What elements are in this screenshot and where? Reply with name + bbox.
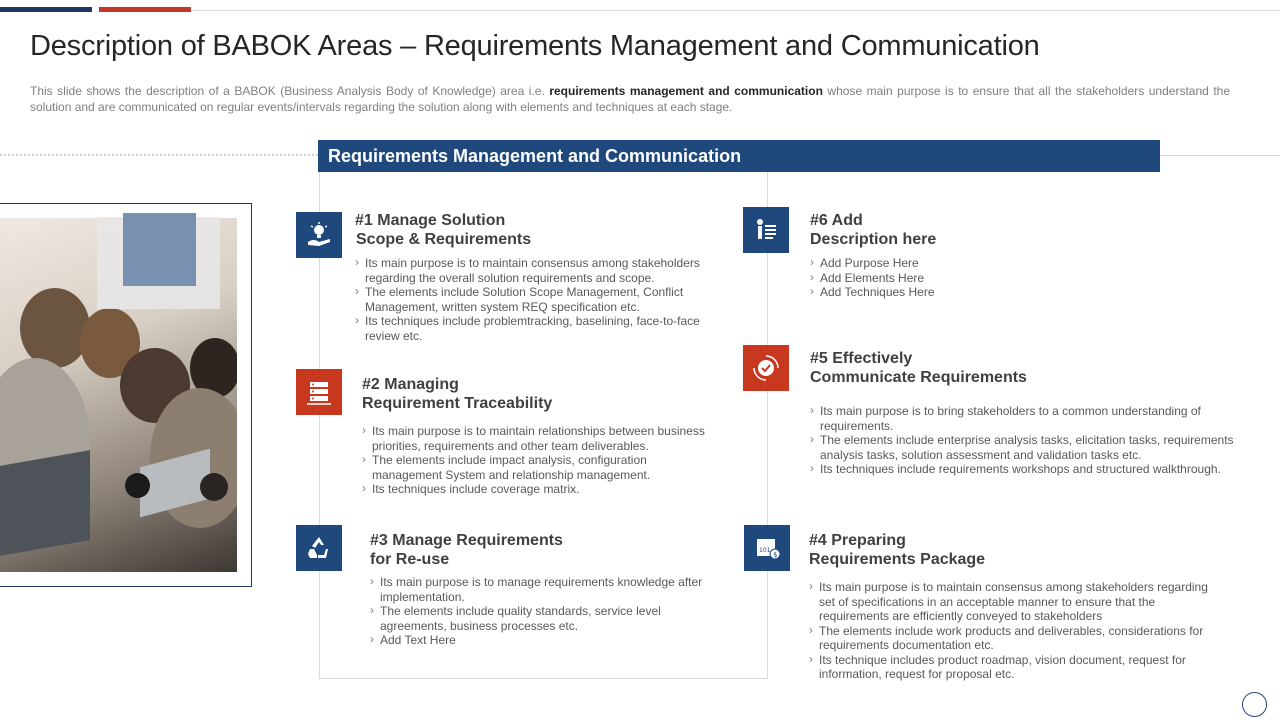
section-4-bullets [809, 580, 1209, 682]
svg-text:$: $ [773, 551, 778, 559]
right-divider [1160, 155, 1280, 156]
section-5-bullets [810, 404, 1240, 477]
top-accent-bar-navy [0, 7, 92, 12]
top-divider [191, 10, 1280, 11]
list-item: › Add Elements Here [810, 271, 1110, 286]
page-title: Description of BABOK Areas – Requirements Management and Communication [30, 30, 1040, 62]
svg-text:101: 101 [759, 547, 771, 554]
list-item: › Its techniques include problemtracking, baselining, face-to-face review etc. [355, 314, 710, 343]
section-2-heading: #2 Managing Requirement Traceability [362, 376, 553, 412]
package-money-icon [744, 525, 790, 571]
list-item: › The elements include Solution Scope Management, Conflict Management, written system REQ specification etc. [355, 285, 710, 314]
person-list-icon [743, 207, 789, 253]
list-item: › Its techniques include coverage matrix. [362, 482, 712, 497]
list-item: › Its techniques include requirements workshops and structured walkthrough. [810, 462, 1240, 477]
list-item: › Its main purpose is to maintain consensus among stakeholders regarding set of specifications in an acceptable manner to ensure that the requirements are efficiently conveyed to stakeholders [809, 580, 1209, 624]
list-item: › Its main purpose is to maintain relationships between business priorities, requirements and other team deliverables. [362, 424, 712, 453]
decorative-blue-box [123, 213, 196, 286]
section-2-bullets [362, 424, 712, 497]
list-item: › Its main purpose is to manage requirements knowledge after implementation. [370, 575, 715, 604]
list-item: › Add Purpose Here [810, 256, 1110, 271]
recycle-icon [296, 525, 342, 571]
list-item: › Add Text Here [370, 633, 715, 648]
section-5-heading: #5 Effectively Communicate Requirements [810, 350, 1027, 386]
section-6-bullets [810, 256, 1110, 300]
section-1-bullets [355, 256, 710, 343]
section-6-heading: #6 Add Description here [810, 212, 937, 248]
list-item: › The elements include work products and deliverables, considerations for requirements documentation etc. [809, 624, 1209, 653]
dotted-divider [0, 154, 318, 156]
lightbulb-hand-icon [296, 212, 342, 258]
page-subtitle: This slide shows the description of a BABOK (Business Analysis Body of Knowledge) area i.e. requirements management and communication whose main purpose is to ensure that all the stakeholders understand the solution and are communicated on regular events/intervals regarding the solution along with elements and techniques at each stage. [30, 84, 1231, 114]
gear-check-icon [743, 345, 789, 391]
list-item: › Its main purpose is to maintain consensus among stakeholders regarding the overall solution requirements and scope. [355, 256, 710, 285]
section-1-heading: #1 Manage Solution Scope & Requirements [355, 212, 532, 248]
list-item: › The elements include impact analysis, configuration management System and relationship management. [362, 453, 712, 482]
list-item: › Add Techniques Here [810, 285, 1110, 300]
server-network-icon [296, 369, 342, 415]
list-item: › The elements include enterprise analysis tasks, elicitation tasks, requirements analysis tasks, solution assessment and validation tasks etc. [810, 433, 1240, 462]
section-4-heading: #4 Preparing Requirements Package [809, 532, 986, 568]
section-3-heading: #3 Manage Requirements for Re-use [370, 532, 563, 568]
section-3-bullets [370, 575, 715, 648]
slide-nav-circle[interactable] [1242, 692, 1267, 717]
list-item: › Its main purpose is to bring stakeholders to a common understanding of requirements. [810, 404, 1240, 433]
list-item: › Its technique includes product roadmap, vision document, request for information, request for proposal etc. [809, 653, 1209, 682]
list-item: › The elements include quality standards, service level agreements, business processes etc. [370, 604, 715, 633]
top-accent-bar-red [99, 7, 191, 12]
section-banner: Requirements Management and Communication [318, 140, 1160, 172]
